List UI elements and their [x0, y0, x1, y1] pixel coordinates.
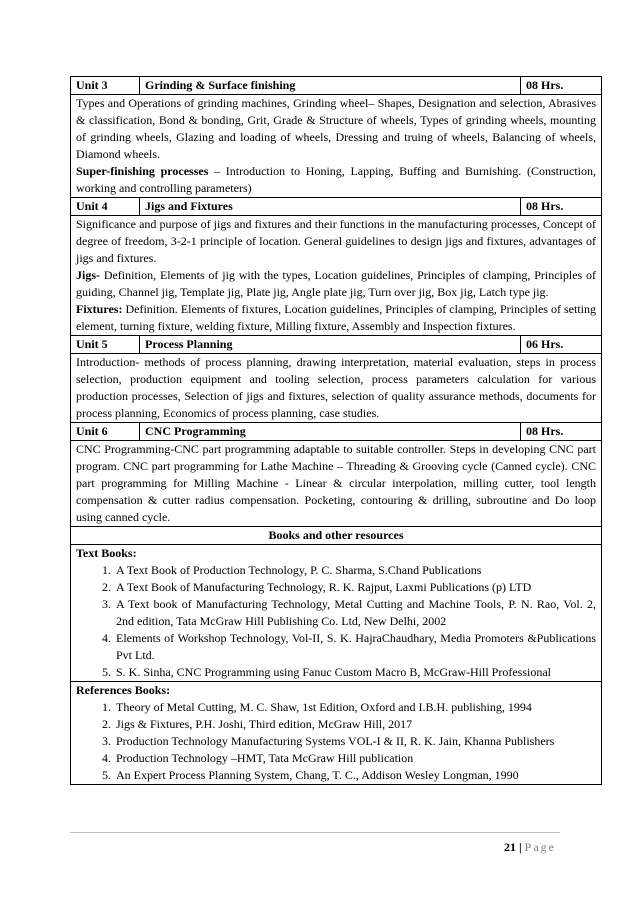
unit-number: Unit 5	[71, 336, 140, 354]
unit-content	[71, 441, 602, 527]
unit-header-row	[71, 423, 602, 441]
syllabus-sheet	[70, 76, 602, 785]
resources-heading-row	[71, 527, 602, 545]
unit-header-row	[71, 198, 602, 216]
paragraph-lead: Jigs-	[76, 268, 100, 282]
unit-header-row	[71, 77, 602, 95]
paragraph-lead: Super-finishing processes	[76, 164, 209, 178]
unit-content-row	[71, 354, 602, 423]
list-item: 3. Production Technology Manufacturing Systems VOL-I & II, R. K. Jain, Khanna Publishers	[114, 733, 596, 750]
unit-title: Grinding & Surface finishing	[140, 77, 521, 95]
unit-paragraph	[76, 354, 596, 422]
unit-title: Jigs and Fixtures	[140, 198, 521, 216]
page-separator: |	[516, 840, 525, 854]
unit-hours: 08 Hrs.	[521, 77, 602, 95]
page-footer	[504, 840, 556, 855]
list-item: 5. S. K. Sinha, CNC Programming using Fanuc Custom Macro B, McGraw-Hill Professional	[114, 664, 596, 681]
list-item: 5. An Expert Process Planning System, Chang, T. C., Addison Wesley Longman, 1990	[114, 767, 596, 784]
unit-hours: 08 Hrs.	[521, 423, 602, 441]
text-books-list	[76, 562, 596, 681]
list-item: 2. A Text Book of Manufacturing Technology, R. K. Rajput, Laxmi Publications (p) LTD	[114, 579, 596, 596]
unit-number: Unit 6	[71, 423, 140, 441]
unit-paragraph	[76, 216, 596, 267]
list-item: 4. Elements of Workshop Technology, Vol-II, S. K. HajraChaudhary, Media Promoters &Publications Pvt Ltd.	[114, 630, 596, 664]
unit-content-row	[71, 441, 602, 527]
text-books-row	[71, 545, 602, 682]
page-number: 21	[504, 840, 517, 854]
text-books-cell	[71, 545, 602, 682]
paragraph-lead: Fixtures:	[76, 302, 123, 316]
unit-hours: 06 Hrs.	[521, 336, 602, 354]
unit-title: Process Planning	[140, 336, 521, 354]
paragraph-text: CNC Programming-CNC part programming adaptable to suitable controller. Steps in developing CNC part program. CNC part programming for Lathe Machine – Threading & Grooving cycle (Canned cycle). CNC part programming for Milling Machine - Linear & circular interpolation, milling cutter, tool length compensation & cutter radius compensation. Pocketing, contouring & drilling, subroutine and Do loop using canned cycle.	[76, 442, 596, 524]
unit-paragraph	[76, 301, 596, 335]
unit-header-row	[71, 336, 602, 354]
page-word: Page	[524, 840, 556, 854]
list-item: 1. A Text Book of Production Technology, P. C. Sharma, S.Chand Publications	[114, 562, 596, 579]
list-item: 4. Production Technology –HMT, Tata McGraw Hill publication	[114, 750, 596, 767]
footer-divider	[70, 832, 560, 833]
unit-paragraph	[76, 441, 596, 526]
paragraph-text: Definition, Elements of jig with the types, Location guidelines, Principles of clamping, Principles of guiding, Channel jig, Template jig, Plate jig, Angle plate jig, Turn over jig, Box jig, Latch type jig.	[76, 268, 596, 299]
reference-books-heading: References Books:	[76, 683, 171, 697]
unit-content	[71, 95, 602, 198]
unit-number: Unit 3	[71, 77, 140, 95]
unit-paragraph	[76, 95, 596, 163]
unit-hours: 08 Hrs.	[521, 198, 602, 216]
list-item: 2. Jigs & Fixtures, P.H. Joshi, Third edition, McGraw Hill, 2017	[114, 716, 596, 733]
paragraph-text: Introduction- methods of process planning, drawing interpretation, material evaluation, steps in process selection, production equipment and tooling selection, process parameters calculation for various production processes, Selection of jigs and fixtures, selection of quality assurance methods, documents for process planning, Economics of process planning, case studies.	[76, 355, 596, 420]
list-item: 3. A Text book of Manufacturing Technology, Metal Cutting and Machine Tools, P. N. Rao, Vol. 2, 2nd edition, Tata McGraw Hill Publishing Co. Ltd, New Delhi, 2002	[114, 596, 596, 630]
paragraph-text: Types and Operations of grinding machines, Grinding wheel– Shapes, Designation and selection, Abrasives & classification, Bond & bonding, Grit, Grade & Structure of wheels, Types of grinding wheels, mounting of grinding wheels, Glazing and loading of wheels, Dressing and truing of wheels, Balancing of wheels, Diamond wheels.	[76, 96, 596, 161]
unit-content	[71, 216, 602, 336]
unit-number: Unit 4	[71, 198, 140, 216]
unit-paragraph	[76, 163, 596, 197]
syllabus-table	[70, 76, 602, 785]
reference-books-row	[71, 682, 602, 785]
unit-content-row	[71, 95, 602, 198]
paragraph-text: Significance and purpose of jigs and fixtures and their functions in the manufacturing processes, Concept of degree of freedom, 3-2-1 principle of location. General guidelines to design jigs and fixtures, advantages of jigs and fixtures.	[76, 217, 596, 265]
unit-content	[71, 354, 602, 423]
text-books-heading: Text Books:	[76, 546, 137, 560]
list-item: 1. Theory of Metal Cutting, M. C. Shaw, 1st Edition, Oxford and I.B.H. publishing, 1994	[114, 699, 596, 716]
paragraph-text: – Introduction to Honing, Lapping, Buffing and Burnishing. (Construction, working and controlling parameters)	[76, 164, 596, 195]
unit-content-row	[71, 216, 602, 336]
reference-books-list	[76, 699, 596, 784]
unit-paragraph	[76, 267, 596, 301]
paragraph-text: Definition. Elements of fixtures, Location guidelines, Principles of clamping, Principles of setting element, turning fixture, welding fixture, Milling fixture, Assembly and Inspection fixtures.	[76, 302, 596, 333]
unit-title: CNC Programming	[140, 423, 521, 441]
resources-heading: Books and other resources	[71, 527, 602, 545]
reference-books-cell	[71, 682, 602, 785]
